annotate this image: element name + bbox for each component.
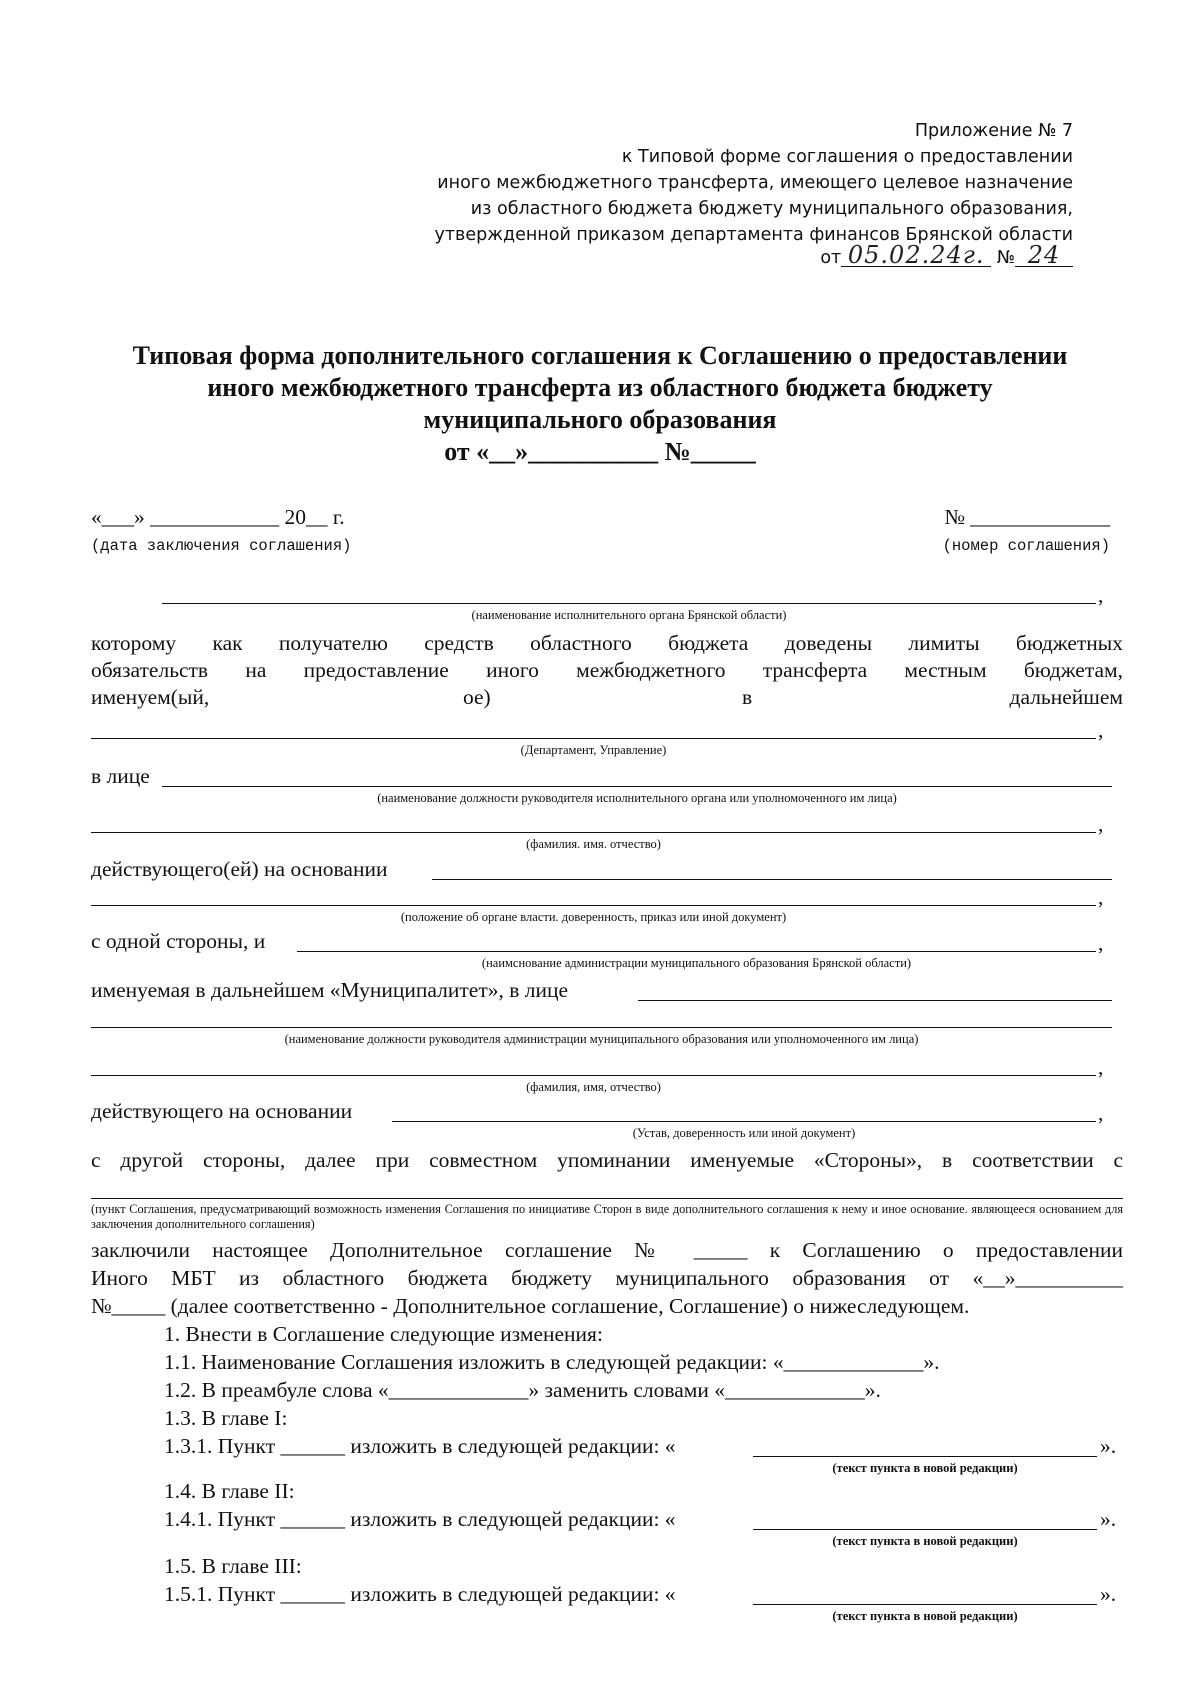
new-text-line-3: [753, 1604, 1097, 1605]
header-order-ref: [820, 241, 1073, 271]
item-1: 1. Внести в Соглашение следующие изменения:: [164, 1322, 603, 1346]
agreement-number-field: № _____________: [944, 505, 1110, 529]
comma: ,: [1098, 931, 1104, 955]
admin-head-position-line: [91, 1027, 1112, 1028]
department-line: [91, 738, 1096, 739]
order-number-label: №: [996, 248, 1015, 268]
full-name-line-1: [91, 832, 1096, 833]
close-quote-1: ».: [1100, 1434, 1117, 1458]
basis-doc-line: [91, 905, 1096, 906]
comma: ,: [1098, 718, 1104, 742]
recipient-line-2: обязательств на предоставление иного межбюджетного трансферта местным бюджетам,: [91, 658, 1123, 682]
new-text-line-1: [753, 1456, 1097, 1457]
header-line-3: из областного бюджета бюджету муниципального образования,: [470, 199, 1073, 219]
item-1-4: 1.4. В главе II:: [164, 1479, 295, 1503]
item-1-5: 1.5. В главе III:: [164, 1554, 302, 1578]
order-date-handwritten: 05.02.24г.: [841, 244, 991, 267]
header-line-1: к Типовой форме соглашения о предоставлении: [621, 147, 1073, 167]
item-1-4-1: 1.4.1. Пункт ______ изложить в следующей редакции: «: [164, 1507, 676, 1531]
executive-body-line: [162, 603, 1096, 604]
executive-body-caption: (наименование исполнительного органа Брянской области): [471, 608, 787, 622]
item-1-1: 1.1. Наименование Соглашения изложить в следующей редакции: «_____________».: [164, 1350, 940, 1374]
concluded-line-2: Иного МБТ из областного бюджета бюджету муниципального образования от «__»__________: [91, 1266, 1123, 1290]
close-quote-3: ».: [1100, 1582, 1117, 1606]
header-line-2: иного межбюджетного трансферта, имеющего целевое назначение: [437, 173, 1073, 193]
named-word-2: ое): [463, 685, 491, 709]
clause-caption: (пункт Соглашения, предусматривающий возможность изменения Соглашения по инициативе Сторон в виде дополнительного соглашения к нему и иное основание. являющееся основанием для заключения дополнительного соглашения): [91, 1202, 1123, 1231]
charter-caption: (Устав, доверенность или иной документ): [632, 1126, 856, 1140]
new-text-caption-3: (текст пункта в новой редакции): [832, 1609, 1018, 1623]
doc-title-line-3: муниципального образования: [423, 405, 777, 434]
one-side-label: с одной стороны, и: [91, 929, 266, 953]
clause-line: [91, 1198, 1123, 1199]
admin-head-position-caption: (наименование должности руководителя администрации муниципального образования или уполномоченного им лица): [284, 1032, 919, 1046]
order-from-label: от: [820, 248, 842, 268]
acting-basis-line: [432, 879, 1112, 880]
named-word-1: именуем(ый,: [91, 685, 210, 709]
comma: ,: [1098, 1101, 1104, 1125]
doc-title-line-4: от «__»__________ №_____: [444, 437, 756, 466]
item-1-3-1: 1.3.1. Пункт ______ изложить в следующей редакции: «: [164, 1434, 676, 1458]
new-text-caption-1: (текст пункта в новой редакции): [832, 1461, 1018, 1475]
head-position-caption: (наименование должности руководителя исполнительного органа или уполномоченного им лица): [377, 791, 897, 805]
header-line-4: утвержденной приказом департамента финансов Брянской области: [434, 225, 1073, 245]
concluded-line-1: заключили настоящее Дополнительное соглашение № _____ к Соглашению о предоставлении: [91, 1238, 1123, 1262]
item-1-2: 1.2. В преамбуле слова «_____________» заменить словами «_____________».: [164, 1378, 881, 1402]
close-quote-2: ».: [1100, 1507, 1117, 1531]
municipal-admin-caption: (наимснование администрации муниципального образования Брянской области): [481, 956, 912, 970]
agreement-date-caption: (дата заключения соглашения): [91, 537, 352, 555]
full-name-caption-1: (фамилия. имя. отчество): [526, 837, 661, 851]
acting-on-label: действующего на основании: [91, 1099, 353, 1123]
order-number-handwritten: 24: [1015, 244, 1073, 267]
head-position-line: [162, 786, 1112, 787]
agreement-number-caption: (номер соглашения): [942, 537, 1110, 555]
charter-line: [392, 1121, 1096, 1122]
item-1-5-1: 1.5.1. Пункт ______ изложить в следующей редакции: «: [164, 1582, 676, 1606]
basis-doc-caption: (положение об органе власти. доверенность, приказ или иной документ): [400, 910, 787, 924]
new-text-line-2: [753, 1529, 1097, 1530]
comma: ,: [1098, 885, 1104, 909]
full-name-line-2: [91, 1075, 1096, 1076]
comma: ,: [1098, 1055, 1104, 1079]
municipal-person-line: [638, 1000, 1112, 1001]
doc-title-line-1: Типовая форма дополнительного соглашения к Соглашению о предоставлении: [132, 341, 1068, 370]
acting-basis-label: действующего(ей) на основании: [91, 857, 388, 881]
municipal-admin-line: [297, 951, 1096, 952]
appendix-number: Приложение № 7: [914, 121, 1073, 141]
municipal-named-label: именуемая в дальнейшем «Муниципалитет», в лице: [91, 978, 569, 1002]
recipient-line-1: которому как получателю средств областного бюджета доведены лимиты бюджетных: [91, 631, 1123, 655]
named-word-4: дальнейшем: [1009, 685, 1123, 709]
other-side-line: с другой стороны, далее при совместном упоминании именуемые «Стороны», в соответствии с: [91, 1148, 1123, 1172]
in-person-label: в лице: [91, 764, 150, 788]
full-name-caption-2: (фамилия, имя, отчество): [526, 1080, 661, 1094]
agreement-date-field: «___» ____________ 20__ г.: [91, 505, 345, 529]
new-text-caption-2: (текст пункта в новой редакции): [832, 1534, 1018, 1548]
concluded-line-3: №_____ (далее соответственно - Дополнительное соглашение, Соглашение) о нижеследующем.: [91, 1294, 970, 1318]
item-1-3: 1.3. В главе I:: [164, 1406, 288, 1430]
named-word-3: в: [742, 685, 753, 709]
department-caption: (Департамент, Управление): [520, 743, 667, 757]
comma: ,: [1098, 812, 1104, 836]
doc-title-line-2: иного межбюджетного трансферта из областного бюджета бюджету: [207, 373, 993, 402]
comma: ,: [1098, 583, 1104, 607]
